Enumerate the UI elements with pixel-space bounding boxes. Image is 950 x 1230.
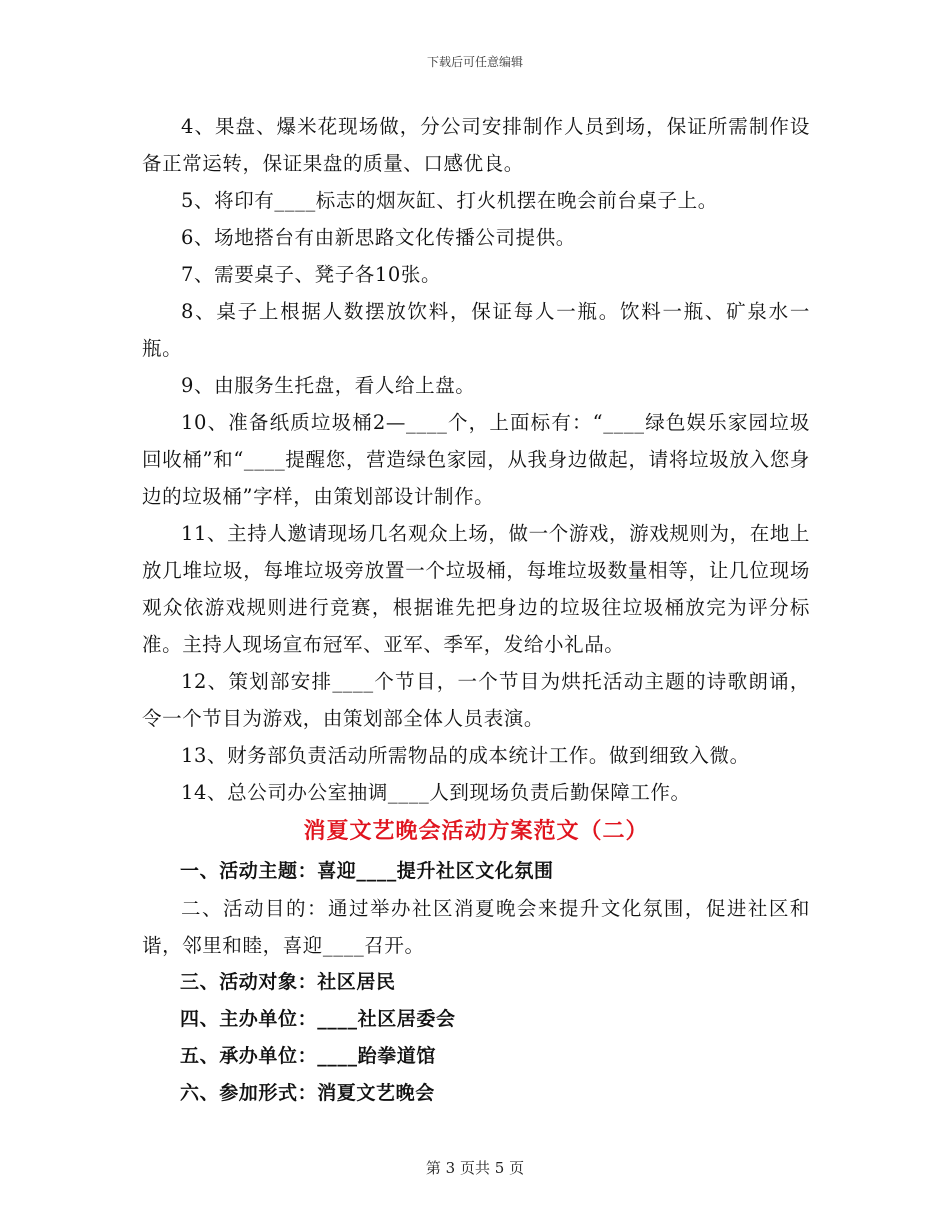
section-item-theme: 一、活动主题：喜迎____提升社区文化氛围 <box>180 860 554 882</box>
page-header: 下载后可任意编辑 <box>426 55 523 69</box>
list-item: 5、将印有____标志的烟灰缸、打火机摆在晚会前台桌子上。 <box>181 189 718 212</box>
document-body <box>142 108 810 1112</box>
list-item: 6、场地搭台有由新思路文化传播公司提供。 <box>181 226 576 249</box>
list-item: 12、策划部安排____个节目，一个节目为烘托活动主题的诗歌朗诵，令一个节目为游戏，由策划部全体人员表演。 <box>142 670 810 730</box>
list-item: 9、由服务生托盘，看人给上盘。 <box>181 374 476 397</box>
list-item: 14、总公司办公室抽调____人到现场负责后勤保障工作。 <box>181 781 691 804</box>
list-item: 4、果盘、爆米花现场做，分公司安排制作人员到场，保证所需制作设备正常运转，保证果盘的质量、口感优良。 <box>142 115 810 175</box>
section-item-organizer: 四、主办单位：____社区居委会 <box>180 1008 456 1030</box>
section-item-host: 五、承办单位：____跆拳道馆 <box>180 1045 437 1067</box>
list-item: 7、需要桌子、凳子各10张。 <box>181 263 442 286</box>
list-item: 13、财务部负责活动所需物品的成本统计工作。做到细致入微。 <box>181 744 750 767</box>
section-item-purpose: 二、活动目的：通过举办社区消夏晚会来提升文化氛围，促进社区和谐，邻里和睦，喜迎____召开。 <box>142 897 810 957</box>
list-item: 11、主持人邀请现场几名观众上场，做一个游戏，游戏规则为，在地上放几堆垃圾，每堆垃圾旁放置一个垃圾桶，每堆垃圾数量相等，让几位现场观众依游戏规则进行竞赛，根据谁先把身边的垃圾往垃圾桶放完为评分标准。主持人现场宣布冠军、亚军、季军，发给小礼品。 <box>142 522 811 656</box>
section-item-format: 六、参加形式：消夏文艺晚会 <box>180 1082 435 1104</box>
page-number: 第 3 页共 5 页 <box>425 1159 525 1177</box>
section-title: 消夏文艺晚会活动方案范文（二） <box>303 819 649 844</box>
list-item: 8、桌子上根据人数摆放饮料，保证每人一瓶。饮料一瓶、矿泉水一瓶。 <box>142 300 810 360</box>
list-item: 10、准备纸质垃圾桶2—____个，上面标有：“____绿色娱乐家园垃圾回收桶”和“____提醒您，营造绿色家园，从我身边做起，请将垃圾放入您身边的垃圾桶”字样，由策划部设计制作。 <box>142 411 810 508</box>
section-item-audience: 三、活动对象：社区居民 <box>180 971 396 993</box>
